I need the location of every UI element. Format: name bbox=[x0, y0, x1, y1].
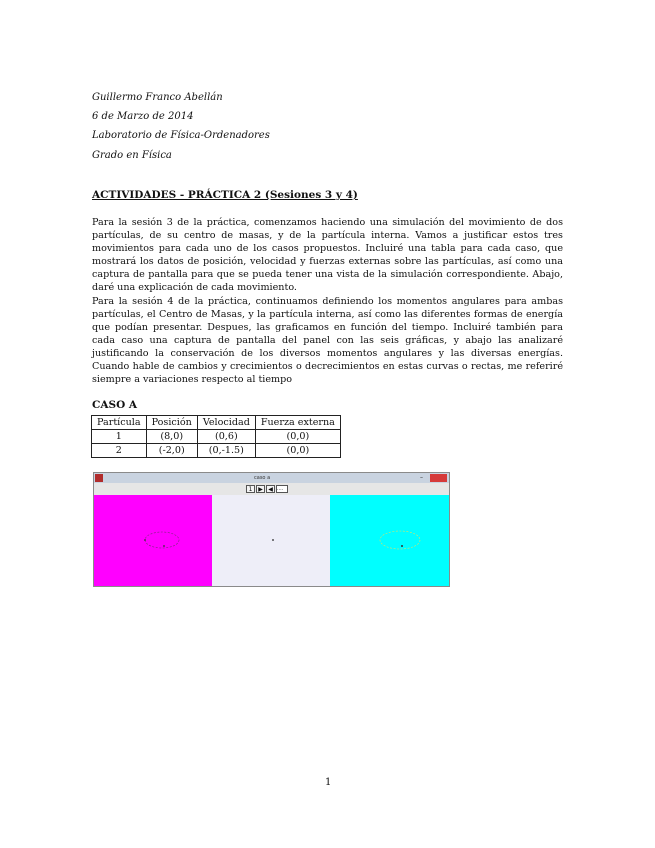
table-cell: (0,6) bbox=[197, 430, 255, 444]
orbit-ellipse bbox=[145, 532, 179, 548]
close-icon[interactable] bbox=[95, 474, 103, 482]
table-cell: (0,0) bbox=[255, 444, 340, 458]
table-cell: 1 bbox=[92, 430, 147, 444]
document-title: ACTIVIDADES - PRÁCTICA 2 (Sesiones 3 y 4) bbox=[92, 189, 358, 201]
center-of-mass-graphic bbox=[212, 495, 330, 586]
paragraph-session-3: Para la sesión 3 de la práctica, comenzamos haciendo una simulación del movimiento de dos partículas, de su centro de masas, y de la partícula interna. Vamos a justificar estos tres movimientos para cada uno de los casos propuestos. Incluiré una tabla para cada caso, que mostrará los datos de posición, velocidad y fuerzas externas sobre las partículas, así como una captura de pantalla para que se pueda tener una vista de la simulación correspondiente. Abajo, daré una explicación de cada movimiento. bbox=[92, 217, 563, 293]
play-icon[interactable]: ▶ bbox=[256, 485, 265, 493]
minimize-icon[interactable]: – bbox=[420, 474, 423, 481]
header-degree: Grado en Física bbox=[92, 150, 172, 161]
particles-orbit-graphic bbox=[94, 495, 212, 586]
center-of-mass-dot bbox=[272, 539, 274, 541]
header-course: Laboratorio de Física-Ordenadores bbox=[92, 130, 270, 141]
table-cell: (8,0) bbox=[146, 430, 197, 444]
simulation-screenshot bbox=[93, 472, 450, 587]
table-header: Partícula bbox=[92, 416, 147, 430]
page-number: 1 bbox=[325, 777, 332, 788]
internal-particle-dot bbox=[401, 545, 403, 547]
table-cell: (-2,0) bbox=[146, 444, 197, 458]
table-header: Fuerza externa bbox=[255, 416, 340, 430]
maximize-icon[interactable] bbox=[430, 474, 447, 482]
table-header-row bbox=[92, 416, 341, 430]
time-field[interactable]: .... bbox=[276, 485, 288, 493]
panel-internal-particle bbox=[330, 495, 449, 586]
table-cell: (0,0) bbox=[255, 430, 340, 444]
sim-toolbar bbox=[94, 483, 449, 495]
toolbar-controls bbox=[246, 485, 288, 493]
particle-dot bbox=[163, 545, 165, 547]
table-cell: (0,-1.5) bbox=[197, 444, 255, 458]
sim-window-title: caso a bbox=[254, 475, 271, 481]
table-header: Velocidad bbox=[197, 416, 255, 430]
data-table bbox=[91, 415, 341, 458]
internal-particle-graphic bbox=[330, 495, 449, 586]
step-field[interactable]: 1 bbox=[246, 485, 255, 493]
particle-dot bbox=[144, 539, 146, 541]
table-cell: 2 bbox=[92, 444, 147, 458]
table-row bbox=[92, 430, 341, 444]
table-row bbox=[92, 444, 341, 458]
section-title: CASO A bbox=[92, 399, 138, 411]
header-author: Guillermo Franco Abellán bbox=[92, 92, 223, 103]
sim-titlebar bbox=[94, 473, 449, 483]
paragraph-session-4: Para la sesión 4 de la práctica, continuamos definiendo los momentos angulares para ambas partículas, el Centro de Masas, y la partícula interna, así como las diferentes formas de energía que podían presentar. Despues, las graficamos en función del tiempo. Incluiré también para cada caso una captura de pantalla del panel con las seis gráficas, y abajo las analizaré justificando la conservación de los diversos momentos angulares y las diversas energías. Cuando hable de cambios y crecimientos o decrecimientos en estas curvas o rectas, me referiré siempre a variaciones respecto al tiempo bbox=[92, 296, 563, 385]
internal-orbit-ellipse bbox=[380, 531, 420, 549]
panel-particles bbox=[94, 495, 212, 586]
table-header: Posición bbox=[146, 416, 197, 430]
panel-center-of-mass bbox=[212, 495, 330, 586]
reset-icon[interactable]: ◀ bbox=[266, 485, 275, 493]
header-date: 6 de Marzo de 2014 bbox=[92, 111, 194, 122]
